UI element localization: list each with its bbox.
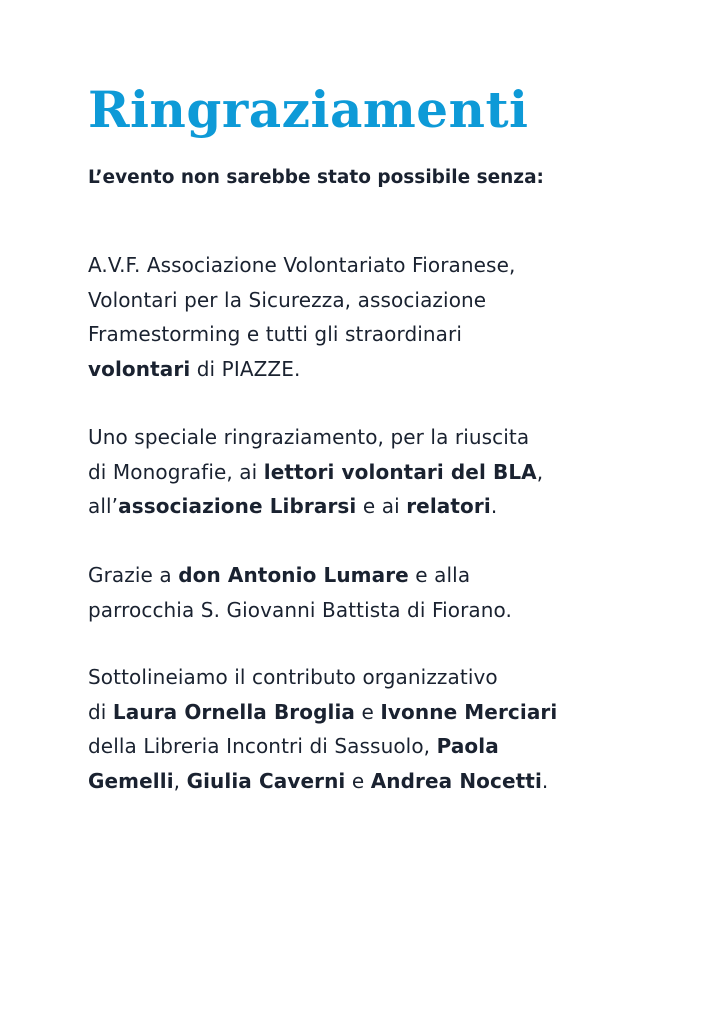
bold-text-run: Paola (436, 734, 499, 758)
paragraph-line (88, 455, 648, 490)
text-run: e alla (408, 563, 471, 587)
acknowledgement-paragraph-organizers (88, 660, 648, 798)
acknowledgement-paragraph-monografie (88, 420, 648, 524)
bold-text-run: Giulia Caverni (186, 768, 346, 793)
text-run: parrocchia S. Giovanni Battista di Fiorano. (88, 597, 512, 622)
paragraph-line (88, 764, 648, 799)
paragraph-line (88, 420, 648, 455)
paragraph-line (88, 729, 648, 764)
text-run: . (541, 768, 549, 793)
bold-text-run: Andrea Nocetti (370, 768, 542, 793)
paragraph-line (88, 352, 648, 387)
text-run: e (355, 699, 381, 724)
paragraph-line (88, 317, 648, 352)
text-run: Grazie a (88, 563, 179, 587)
paragraph-line (88, 283, 648, 318)
text-run: di Monografie, ai (88, 459, 264, 484)
text-run: , (536, 459, 544, 484)
text-run: della Libreria Incontri di Sassuolo, (88, 734, 437, 758)
acknowledgement-paragraph-parish (88, 558, 648, 627)
bold-text-run: relatori (406, 494, 491, 518)
text-run: Volontari per la Sicurezza, associazione (88, 287, 487, 312)
paragraph-line (88, 248, 648, 283)
bold-text-run: volontari (88, 356, 191, 381)
text-run: Sottolineiamo il contributo organizzativo (88, 665, 498, 689)
page-title: Ringraziamenti (88, 80, 529, 139)
page-subtitle: L’evento non sarebbe stato possibile senza: (88, 167, 544, 188)
bold-text-run: Ivonne Merciari (380, 699, 558, 724)
paragraph-line (88, 695, 648, 730)
paragraph-line (88, 660, 648, 695)
text-run: all’ (88, 494, 119, 518)
acknowledgement-paragraph-volunteers (88, 248, 648, 386)
text-run: e (345, 768, 371, 793)
bold-text-run: associazione Librarsi (118, 494, 357, 518)
text-run: di (88, 699, 113, 724)
paragraph-line (88, 558, 648, 593)
text-run: e ai (356, 494, 407, 518)
paragraph-line (88, 489, 648, 524)
bold-text-run: lettori volontari del BLA (263, 459, 537, 484)
text-run: Framestorming e tutti gli straordinari (88, 322, 463, 346)
bold-text-run: don Antonio Lumare (178, 563, 409, 587)
bold-text-run: Gemelli (88, 768, 174, 793)
text-run: Uno speciale ringraziamento, per la riuscita (88, 425, 530, 449)
text-run: . (490, 494, 498, 518)
text-run: di PIAZZE. (190, 356, 301, 381)
paragraph-line (88, 593, 648, 628)
bold-text-run: Laura Ornella Broglia (112, 699, 356, 724)
text-run: A.V.F. Associazione Volontariato Fioranese, (88, 253, 516, 277)
text-run: , (173, 768, 187, 793)
